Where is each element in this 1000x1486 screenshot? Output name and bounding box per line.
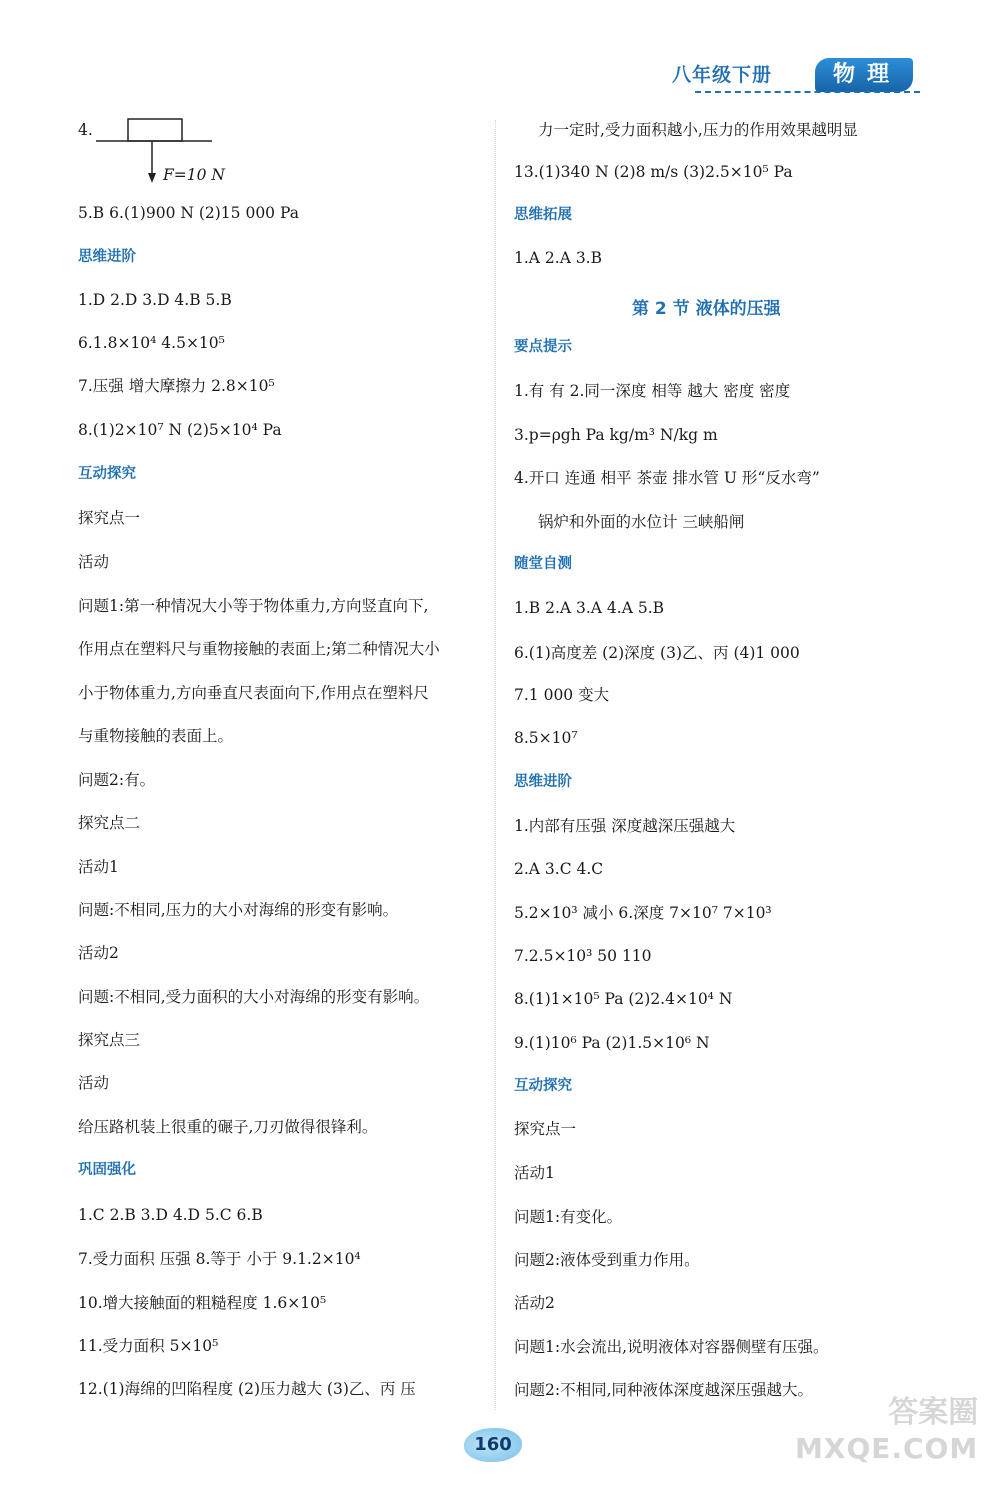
- section-heading: 巩固强化: [78, 1162, 136, 1178]
- text-line: 探究点二: [78, 814, 141, 832]
- text-line: 5.2×10³ 减小 6.深度 7×10⁷ 7×10³: [514, 904, 772, 922]
- text-line: 12.(1)海绵的凹陷程度 (2)压力越大 (3)乙、丙 压: [78, 1380, 416, 1398]
- grade-label: 八年级下册: [672, 64, 773, 86]
- text-line: 锅炉和外面的水位计 三峡船闸: [538, 513, 745, 531]
- text-line: 1.内部有压强 深度越深压强越大: [514, 817, 736, 835]
- text-line: 7.压强 增大摩擦力 2.8×10⁵: [78, 377, 275, 395]
- text-line: 7.2.5×10³ 50 110: [514, 947, 652, 965]
- text-line: 活动2: [78, 944, 119, 962]
- column-divider: [495, 120, 496, 1410]
- text-line: 与重物接触的表面上。: [78, 727, 234, 745]
- text-line: 问题2:不相同,同种液体深度越深压强越大。: [514, 1381, 814, 1399]
- text-line: 11.受力面积 5×10⁵: [78, 1337, 219, 1355]
- watermark-logo-text: 答案圈: [888, 1395, 979, 1430]
- section-heading: 要点提示: [514, 339, 572, 355]
- text-line: 给压路机装上很重的碾子,刀刃做得很锋利。: [78, 1118, 378, 1136]
- text-line: 探究点一: [78, 509, 141, 527]
- text-line: 9.(1)10⁶ Pa (2)1.5×10⁶ N: [514, 1034, 710, 1052]
- text-line: 小于物体重力,方向垂直尺表面向下,作用点在塑料尺: [78, 684, 429, 702]
- text-line: 活动1: [514, 1164, 555, 1182]
- header-rule: [695, 91, 920, 93]
- text-line: 8.(1)2×10⁷ N (2)5×10⁴ Pa: [78, 421, 282, 439]
- text-line: 13.(1)340 N (2)8 m/s (3)2.5×10⁵ Pa: [514, 163, 793, 181]
- text-line: 活动: [78, 553, 110, 571]
- text-line: 问题1:水会流出,说明液体对容器侧壁有压强。: [514, 1338, 829, 1356]
- block-shape: [128, 119, 182, 141]
- text-line: 1.D 2.D 3.D 4.B 5.B: [78, 291, 232, 309]
- text-line: 问题2:有。: [78, 771, 156, 789]
- text-line: 7.受力面积 压强 8.等于 小于 9.1.2×10⁴: [78, 1250, 361, 1268]
- text-line: 10.增大接触面的粗糙程度 1.6×10⁵: [78, 1294, 327, 1312]
- text-line: 探究点三: [78, 1031, 141, 1049]
- text-line: 1.B 2.A 3.A 4.A 5.B: [514, 599, 665, 617]
- text-line: 8.5×10⁷: [514, 729, 578, 747]
- text-line: 1.A 2.A 3.B: [514, 249, 602, 267]
- watermark-url: MXQE.COM: [795, 1432, 979, 1465]
- text-line: 2.A 3.C 4.C: [514, 860, 604, 878]
- text-line: 5.B 6.(1)900 N (2)15 000 Pa: [78, 204, 299, 222]
- section-title: 第 2 节 液体的压强: [632, 299, 781, 319]
- text-line: 8.(1)1×10⁵ Pa (2)2.4×10⁴ N: [514, 990, 733, 1008]
- force-label: F=10 N: [163, 166, 225, 184]
- section-heading: 互动探究: [514, 1078, 572, 1094]
- text-line: 6.1.8×10⁴ 4.5×10⁵: [78, 334, 225, 352]
- text-line: 活动1: [78, 858, 119, 876]
- section-heading: 思维进阶: [514, 774, 572, 790]
- section-heading: 互动探究: [78, 466, 136, 482]
- text-line: 1.C 2.B 3.D 4.D 5.C 6.B: [78, 1206, 263, 1224]
- text-line: 4.开口 连通 相平 茶壶 排水管 U 形“反水弯”: [514, 469, 820, 487]
- watermark: [795, 1395, 978, 1467]
- section-heading: 思维拓展: [514, 207, 572, 223]
- section-heading: 思维进阶: [78, 249, 136, 265]
- section-heading: 随堂自测: [514, 556, 572, 572]
- text-line: 1.有 有 2.同一深度 相等 越大 密度 密度: [514, 382, 791, 400]
- text-line: 问题1:第一种情况大小等于物体重力,方向竖直向下,: [78, 597, 429, 615]
- text-line: 活动2: [514, 1294, 555, 1312]
- text-line: 作用点在塑料尺与重物接触的表面上;第二种情况大小: [78, 640, 440, 658]
- force-arrow-head: [148, 173, 156, 183]
- text-line: 问题:不相同,压力的大小对海绵的形变有影响。: [78, 901, 399, 919]
- subject-badge: 物理: [815, 58, 913, 92]
- text-line: 7.1 000 变大: [514, 686, 610, 704]
- page-number: 160: [464, 1428, 522, 1462]
- diagram-item-number: 4.: [78, 121, 93, 139]
- text-line: 问题1:有变化。: [514, 1208, 623, 1226]
- text-line: 问题2:液体受到重力作用。: [514, 1251, 700, 1269]
- text-line: 力一定时,受力面积越小,压力的作用效果越明显: [538, 121, 858, 139]
- text-line: 3.p=ρgh Pa kg/m³ N/kg m: [514, 426, 718, 444]
- text-line: 问题:不相同,受力面积的大小对海绵的形变有影响。: [78, 988, 430, 1006]
- text-line: 活动: [78, 1074, 110, 1092]
- text-line: 探究点一: [514, 1120, 577, 1138]
- text-line: 6.(1)高度差 (2)深度 (3)乙、丙 (4)1 000: [514, 644, 800, 662]
